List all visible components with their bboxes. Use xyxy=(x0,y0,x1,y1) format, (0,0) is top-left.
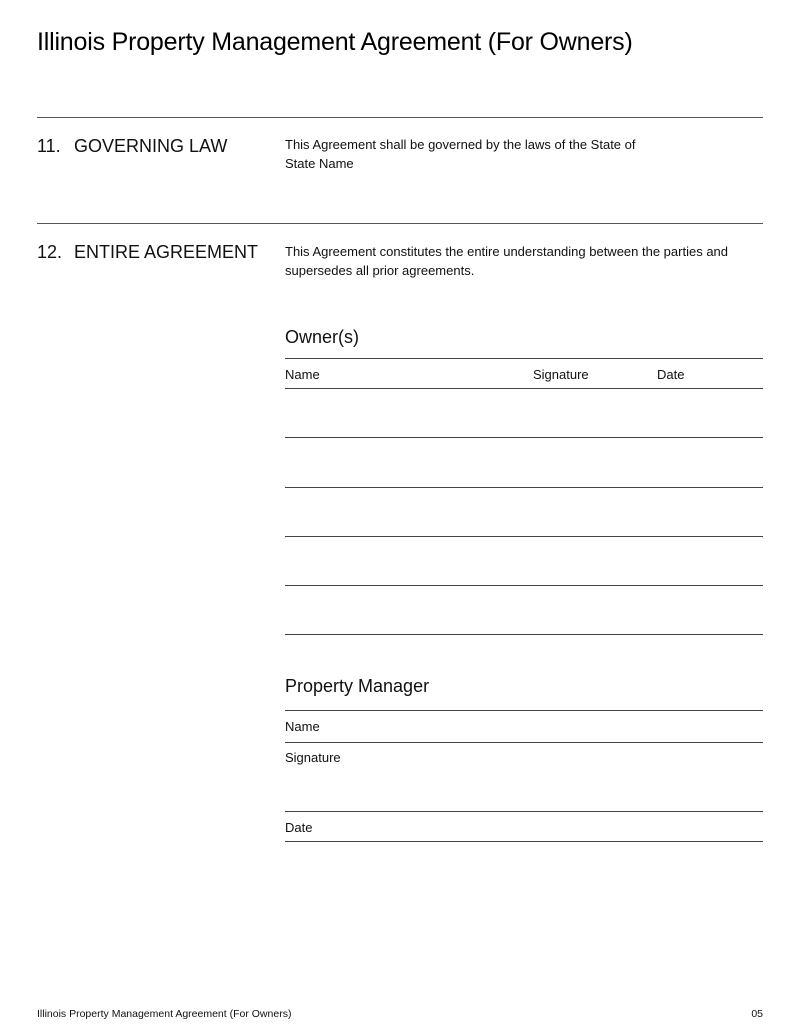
owners-column-date: Date xyxy=(657,367,685,382)
manager-date-line[interactable] xyxy=(285,841,763,842)
section-number: 12. xyxy=(37,242,63,262)
manager-name-line[interactable] xyxy=(285,742,763,743)
section-divider xyxy=(37,117,763,118)
owner-signature-line-5[interactable] xyxy=(285,634,763,635)
section-body-line: This Agreement shall be governed by the laws of the State of xyxy=(285,137,636,152)
manager-date-label: Date xyxy=(285,820,313,835)
owners-column-name: Name xyxy=(285,367,320,382)
manager-top-line xyxy=(285,710,763,711)
footer-document-title: Illinois Property Management Agreement (For Owners) xyxy=(37,1008,292,1020)
footer-page-number: 05 xyxy=(751,1008,763,1020)
owners-header-bottom-line xyxy=(285,388,763,389)
manager-name-label: Name xyxy=(285,719,320,734)
section-heading-entire-agreement: ENTIRE AGREEMENT xyxy=(74,242,259,262)
manager-signature-line[interactable] xyxy=(285,811,763,812)
section-divider xyxy=(37,223,763,224)
owners-header-top-line xyxy=(285,358,763,359)
section-body-line: This Agreement constitutes the entire understanding between the parties and xyxy=(285,244,729,259)
owners-column-signature: Signature xyxy=(533,367,589,382)
document-title: Illinois Property Management Agreement (For Owners) xyxy=(37,28,633,56)
owner-signature-line-4[interactable] xyxy=(285,585,763,586)
section-body-entire-agreement xyxy=(285,242,755,280)
manager-block-title: Property Manager xyxy=(285,676,430,696)
section-body-governing-law xyxy=(285,135,755,173)
section-body-line: supersedes all prior agreements. xyxy=(285,263,475,278)
owner-signature-line-2[interactable] xyxy=(285,487,763,488)
manager-signature-label: Signature xyxy=(285,750,341,765)
state-name-field[interactable]: State Name xyxy=(285,156,354,171)
owners-block-title: Owner(s) xyxy=(285,327,360,347)
owner-signature-line-1[interactable] xyxy=(285,437,763,438)
owner-signature-line-3[interactable] xyxy=(285,536,763,537)
section-number: 11. xyxy=(37,136,61,156)
section-heading-governing-law: GOVERNING LAW xyxy=(74,136,228,156)
